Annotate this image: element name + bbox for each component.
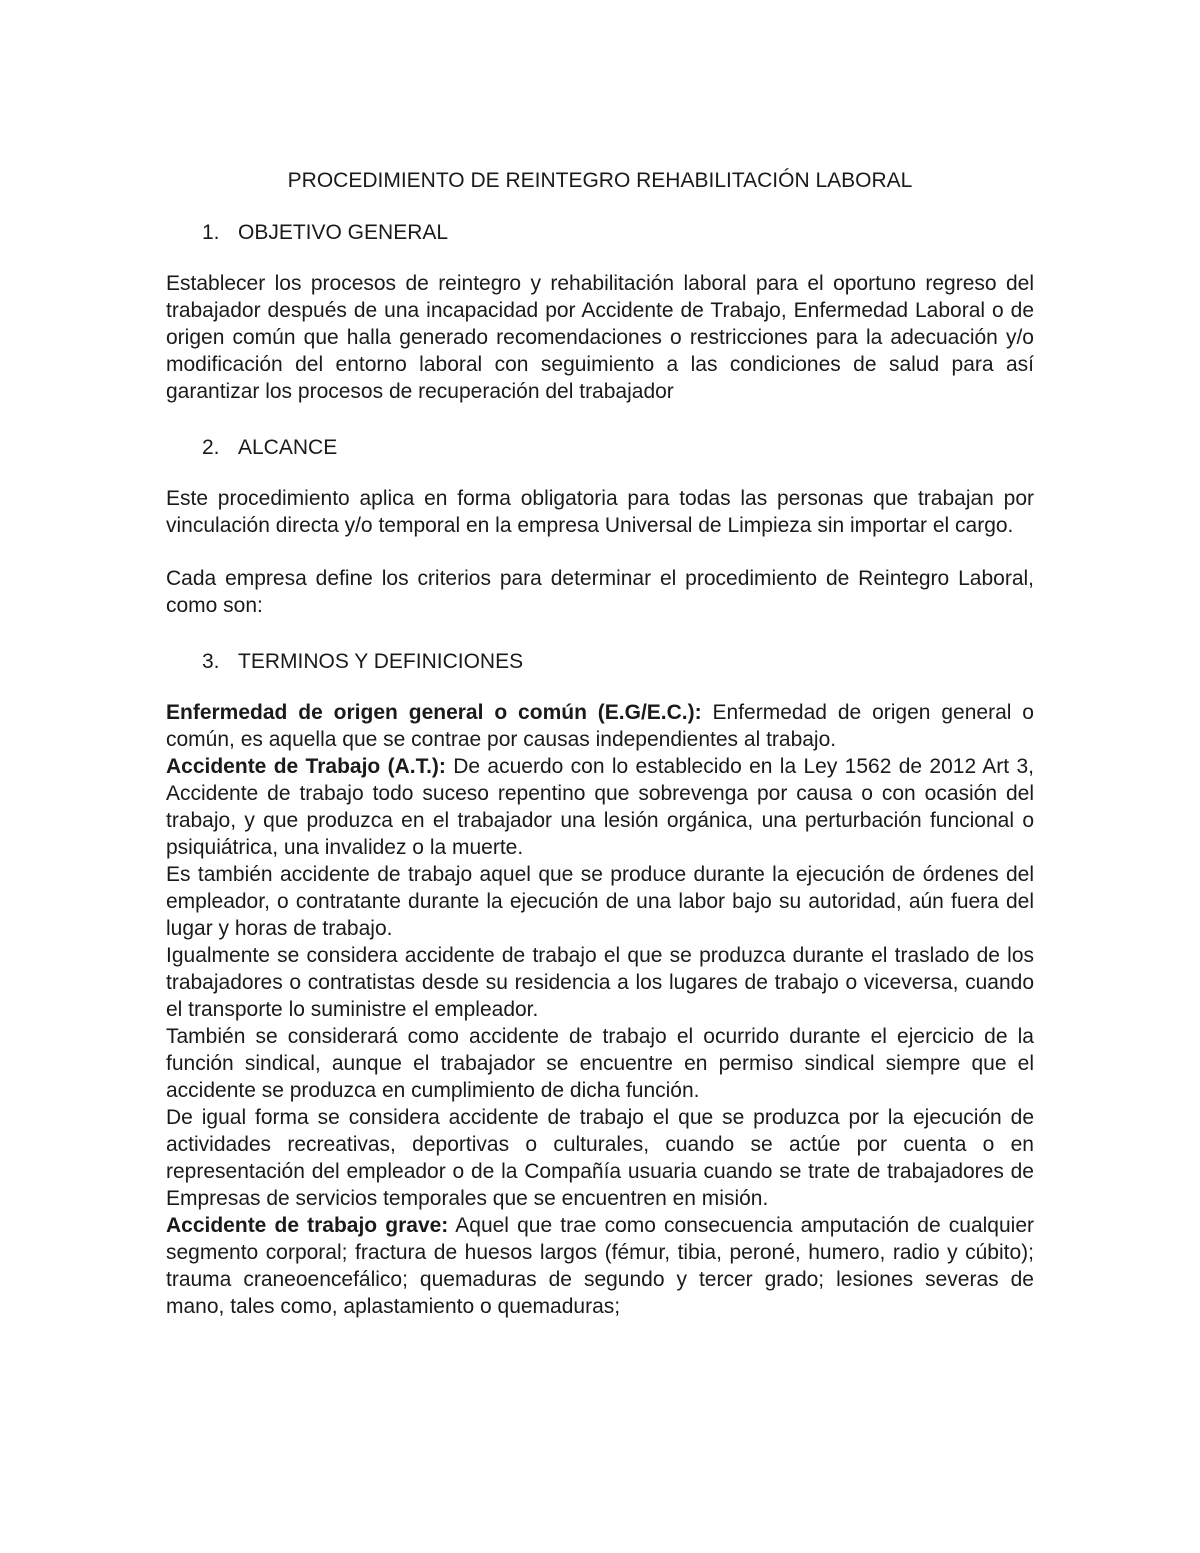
- definition-text: Enfermedad de origen general o común, es aquella que se contrae por causas independientes al trabajo.: [166, 701, 1034, 751]
- definition-text: De igual forma se considera accidente de trabajo el que se produzca por la ejecución de actividades recreativas, deportivas o culturales, cuando se actúe por cuenta o en representación del empleador o de la Compañía usuaria cuando se trate de trabajadores de Empresas de servicios temporales que se encuentren en misión.: [166, 1106, 1034, 1210]
- section-heading-alcance: [202, 431, 1034, 465]
- definition-term: Accidente de trabajo grave:: [166, 1214, 449, 1237]
- definition-item: [166, 699, 1034, 753]
- paragraph: Este procedimiento aplica en forma obligatoria para todas las personas que trabajan por vinculación directa y/o temporal en la empresa Universal de Limpieza sin importar el cargo.: [166, 487, 1034, 537]
- document-page: [166, 164, 1034, 1320]
- definition-item: [166, 1212, 1034, 1320]
- definition-item: [166, 1104, 1034, 1212]
- definition-term: Enfermedad de origen general o común (E.G/E.C.):: [166, 701, 702, 724]
- section-number: 1.: [202, 221, 220, 244]
- paragraph: Establecer los procesos de reintegro y rehabilitación laboral para el oportuno regreso del trabajador después de una incapacidad por Accidente de Trabajo, Enfermedad Laboral o de origen común que halla generado recomendaciones o restricciones para la adecuación y/o modificación del entorno laboral con seguimiento a las condiciones de salud para así garantizar los procesos de recuperación del trabajador: [166, 272, 1034, 403]
- section-title: ALCANCE: [238, 436, 338, 459]
- section-number: 3.: [202, 650, 220, 673]
- definition-text: Es también accidente de trabajo aquel que se produce durante la ejecución de órdenes del empleador, o contratante durante la ejecución de una labor bajo su autoridad, aún fuera del lugar y horas de trabajo.: [166, 863, 1034, 940]
- paragraph: Cada empresa define los criterios para determinar el procedimiento de Reintegro Laboral, como son:: [166, 567, 1034, 617]
- definitions-list: [166, 699, 1034, 1320]
- section-title: TERMINOS Y DEFINICIONES: [238, 650, 524, 673]
- definition-text: También se considerará como accidente de trabajo el ocurrido durante el ejercicio de la función sindical, aunque el trabajador se encuentre en permiso sindical siempre que el accidente se produzca en cumplimiento de dicha función.: [166, 1025, 1034, 1102]
- definition-text: Aquel que trae como consecuencia amputación de cualquier segmento corporal; fractura de huesos largos (fémur, tibia, peroné, humero, radio y cúbito); trauma craneoencefálico; quemaduras de segundo y tercer grado; lesiones severas de mano, tales como, aplastamiento o quemaduras;: [166, 1214, 1034, 1318]
- objetivo-block: [166, 270, 1034, 405]
- definition-text: De acuerdo con lo establecido en la Ley 1562 de 2012 Art 3, Accidente de trabajo todo suceso repentino que sobrevenga por causa o con ocasión del trabajo, y que produzca en el trabajador una lesión orgánica, una perturbación funcional o psiquiátrica, una invalidez o la muerte.: [166, 755, 1034, 859]
- definition-item: [166, 753, 1034, 861]
- section-number: 2.: [202, 436, 220, 459]
- section-heading-objetivo: [202, 216, 1034, 250]
- definition-term: Accidente de Trabajo (A.T.):: [166, 755, 446, 778]
- section-heading-terminos: [202, 645, 1034, 679]
- section-title: OBJETIVO GENERAL: [238, 221, 449, 244]
- definition-item: [166, 861, 1034, 942]
- document-title: PROCEDIMIENTO DE REINTEGRO REHABILITACIÓN LABORAL: [287, 169, 913, 192]
- definition-item: [166, 942, 1034, 1023]
- alcance-block-2: [166, 565, 1034, 619]
- definition-item: [166, 1023, 1034, 1104]
- definition-text: Igualmente se considera accidente de trabajo el que se produzca durante el traslado de los trabajadores o contratistas desde su residencia a los lugares de trabajo o viceversa, cuando el transporte lo suministre el empleador.: [166, 944, 1034, 1021]
- alcance-block-1: [166, 485, 1034, 539]
